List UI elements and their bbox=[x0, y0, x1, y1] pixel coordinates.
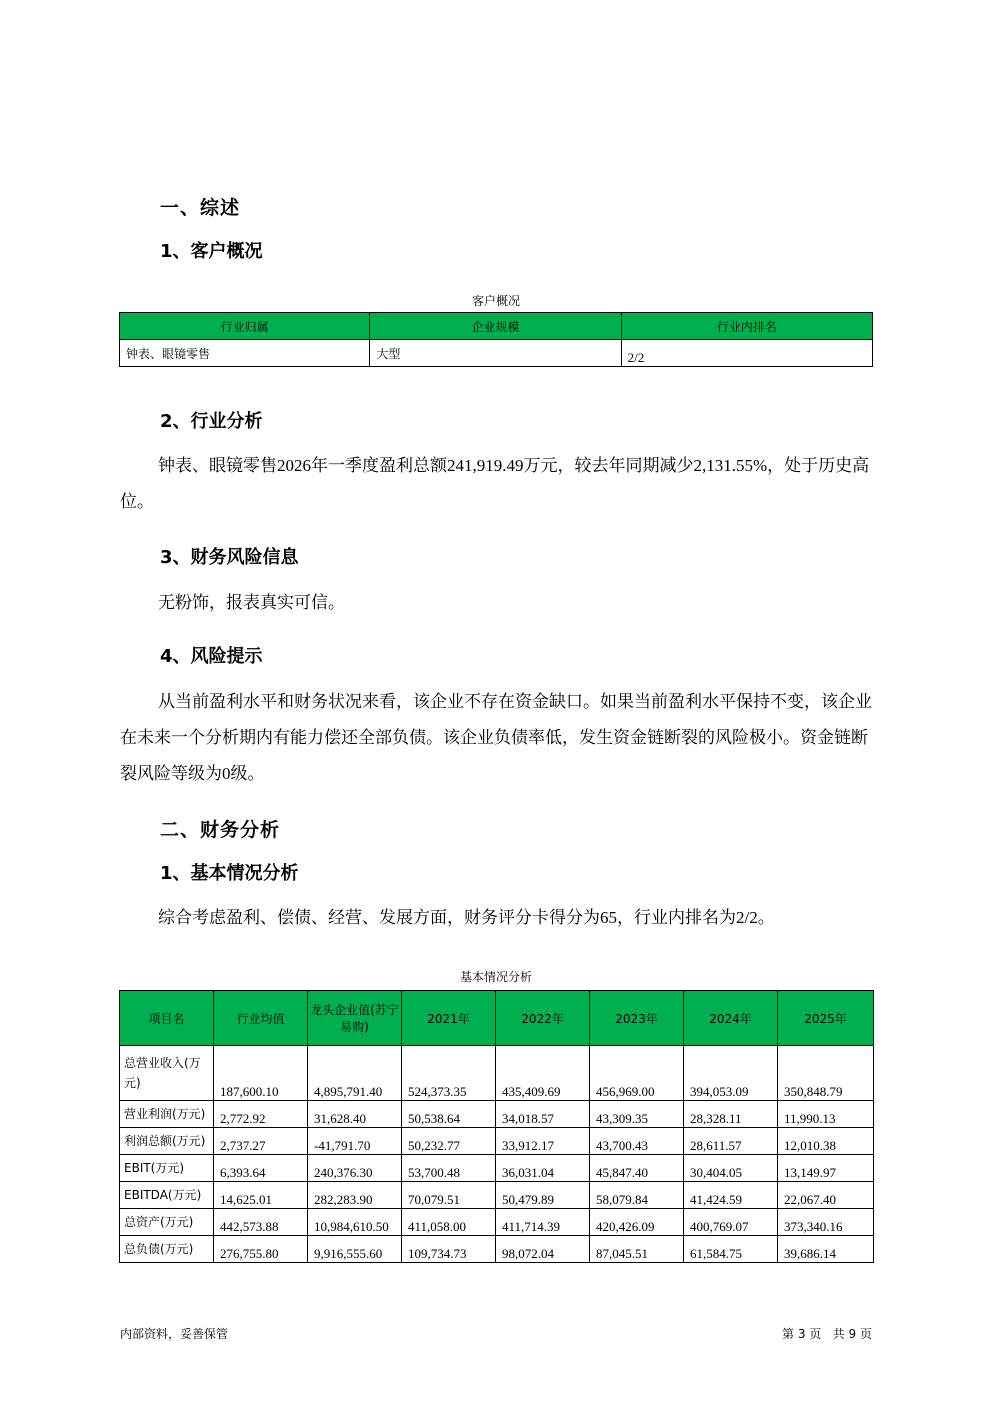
table-caption-customer: 客户概况 bbox=[471, 294, 520, 308]
row-label-cell: 利润总额(万元) bbox=[120, 1128, 214, 1155]
value-cell: 30,404.05 bbox=[684, 1155, 778, 1182]
table-header-cell: 2023年 bbox=[590, 991, 684, 1046]
value-cell: 435,409.69 bbox=[496, 1046, 590, 1101]
section2-title: 二、财务分析 bbox=[160, 819, 281, 841]
table-cell: 2/2 bbox=[621, 340, 872, 367]
value-cell: 70,079.51 bbox=[402, 1182, 496, 1209]
value-cell: 373,340.16 bbox=[778, 1209, 874, 1236]
table-cell: 钟表、眼镜零售 bbox=[120, 340, 370, 367]
footer-confidential: 内部资料，妥善保管 bbox=[120, 1327, 229, 1341]
value-cell: 11,990.13 bbox=[778, 1101, 874, 1128]
section1-title: 一、综述 bbox=[160, 197, 241, 219]
value-cell: 39,686.14 bbox=[778, 1236, 874, 1263]
value-cell: 36,031.04 bbox=[496, 1155, 590, 1182]
value-cell: 276,755.80 bbox=[214, 1236, 308, 1263]
value-cell: 2,772.92 bbox=[214, 1101, 308, 1128]
table-header-cell: 行业内排名 bbox=[621, 313, 872, 340]
paragraph-financial-risk: 无粉饰，报表真实可信。 bbox=[158, 593, 345, 612]
customer-overview-table bbox=[119, 312, 873, 367]
table-header-cell: 2025年 bbox=[778, 991, 874, 1046]
basic-analysis-table bbox=[119, 990, 874, 1263]
table-caption-basic: 基本情况分析 bbox=[459, 970, 532, 984]
footer-page-number: 第 3 页 共 9 页 bbox=[782, 1327, 872, 1341]
subsection-industry-analysis: 2、行业分析 bbox=[160, 411, 263, 432]
value-cell: 53,700.48 bbox=[402, 1155, 496, 1182]
subsection-customer-overview: 1、客户概况 bbox=[160, 241, 263, 262]
table-row bbox=[120, 1209, 874, 1236]
value-cell: 14,625.01 bbox=[214, 1182, 308, 1209]
value-cell: -41,791.70 bbox=[308, 1128, 402, 1155]
value-cell: 456,969.00 bbox=[590, 1046, 684, 1101]
value-cell: 282,283.90 bbox=[308, 1182, 402, 1209]
table-row bbox=[120, 1046, 874, 1101]
row-label-cell: 总营业收入(万元) bbox=[120, 1046, 214, 1101]
value-cell: 50,232.77 bbox=[402, 1128, 496, 1155]
value-cell: 442,573.88 bbox=[214, 1209, 308, 1236]
table-header-cell: 2021年 bbox=[402, 991, 496, 1046]
value-cell: 34,018.57 bbox=[496, 1101, 590, 1128]
value-cell: 61,584.75 bbox=[684, 1236, 778, 1263]
value-cell: 87,045.51 bbox=[590, 1236, 684, 1263]
value-cell: 28,611.57 bbox=[684, 1128, 778, 1155]
row-label-cell: 总资产(万元) bbox=[120, 1209, 214, 1236]
value-cell: 524,373.35 bbox=[402, 1046, 496, 1101]
subsection-financial-risk: 3、财务风险信息 bbox=[160, 547, 299, 568]
value-cell: 394,053.09 bbox=[684, 1046, 778, 1101]
basic-table-body bbox=[120, 1046, 874, 1263]
value-cell: 109,734.73 bbox=[402, 1236, 496, 1263]
value-cell: 9,916,555.60 bbox=[308, 1236, 402, 1263]
row-label-cell: 营业利润(万元) bbox=[120, 1101, 214, 1128]
value-cell: 28,328.11 bbox=[684, 1101, 778, 1128]
row-label-cell: EBITDA(万元) bbox=[120, 1182, 214, 1209]
value-cell: 187,600.10 bbox=[214, 1046, 308, 1101]
row-label-cell: 总负债(万元) bbox=[120, 1236, 214, 1263]
value-cell: 58,079.84 bbox=[590, 1182, 684, 1209]
paragraph-basic-analysis: 综合考虑盈利、偿债、经营、发展方面，财务评分卡得分为65，行业内排名为2/2。 bbox=[158, 908, 775, 927]
table-row bbox=[120, 1155, 874, 1182]
subsection-basic-analysis: 1、基本情况分析 bbox=[160, 863, 299, 884]
value-cell: 50,538.64 bbox=[402, 1101, 496, 1128]
value-cell: 33,912.17 bbox=[496, 1128, 590, 1155]
table-header-cell: 行业归属 bbox=[120, 313, 370, 340]
value-cell: 6,393.64 bbox=[214, 1155, 308, 1182]
value-cell: 13,149.97 bbox=[778, 1155, 874, 1182]
value-cell: 240,376.30 bbox=[308, 1155, 402, 1182]
value-cell: 12,010.38 bbox=[778, 1128, 874, 1155]
table-header-cell: 2022年 bbox=[496, 991, 590, 1046]
table-row bbox=[120, 1101, 874, 1128]
table-row bbox=[120, 1236, 874, 1263]
subsection-risk-warning: 4、风险提示 bbox=[160, 646, 263, 667]
value-cell: 411,714.39 bbox=[496, 1209, 590, 1236]
table-header-cell: 龙头企业值(苏宁易购) bbox=[308, 991, 402, 1046]
paragraph-industry: 钟表、眼镜零售2026年一季度盈利总额241,919.49万元，较去年同期减少2,131.55%，处于历史高位。 bbox=[120, 456, 870, 511]
value-cell: 350,848.79 bbox=[778, 1046, 874, 1101]
value-cell: 400,769.07 bbox=[684, 1209, 778, 1236]
row-label-cell: EBIT(万元) bbox=[120, 1155, 214, 1182]
value-cell: 45,847.40 bbox=[590, 1155, 684, 1182]
value-cell: 10,984,610.50 bbox=[308, 1209, 402, 1236]
value-cell: 43,700.43 bbox=[590, 1128, 684, 1155]
table-cell: 大型 bbox=[370, 340, 621, 367]
value-cell: 98,072.04 bbox=[496, 1236, 590, 1263]
value-cell: 4,895,791.40 bbox=[308, 1046, 402, 1101]
value-cell: 31,628.40 bbox=[308, 1101, 402, 1128]
paragraph-risk-warning: 从当前盈利水平和财务状况来看，该企业不存在资金缺口。如果当前盈利水平保持不变，该企业在未来一个分析期内有能力偿还全部负债。该企业负债率低，发生资金链断裂的风险极小。资金链断裂风险等级为0级。 bbox=[120, 692, 872, 783]
value-cell: 2,737.27 bbox=[214, 1128, 308, 1155]
table-row bbox=[120, 1128, 874, 1155]
value-cell: 50,479.89 bbox=[496, 1182, 590, 1209]
table-header-cell: 2024年 bbox=[684, 991, 778, 1046]
value-cell: 43,309.35 bbox=[590, 1101, 684, 1128]
value-cell: 22,067.40 bbox=[778, 1182, 874, 1209]
table-row bbox=[120, 1182, 874, 1209]
value-cell: 420,426.09 bbox=[590, 1209, 684, 1236]
value-cell: 411,058.00 bbox=[402, 1209, 496, 1236]
table-header-cell: 企业规模 bbox=[370, 313, 621, 340]
value-cell: 41,424.59 bbox=[684, 1182, 778, 1209]
table-header-cell: 项目名 bbox=[120, 991, 214, 1046]
table-header-cell: 行业均值 bbox=[214, 991, 308, 1046]
